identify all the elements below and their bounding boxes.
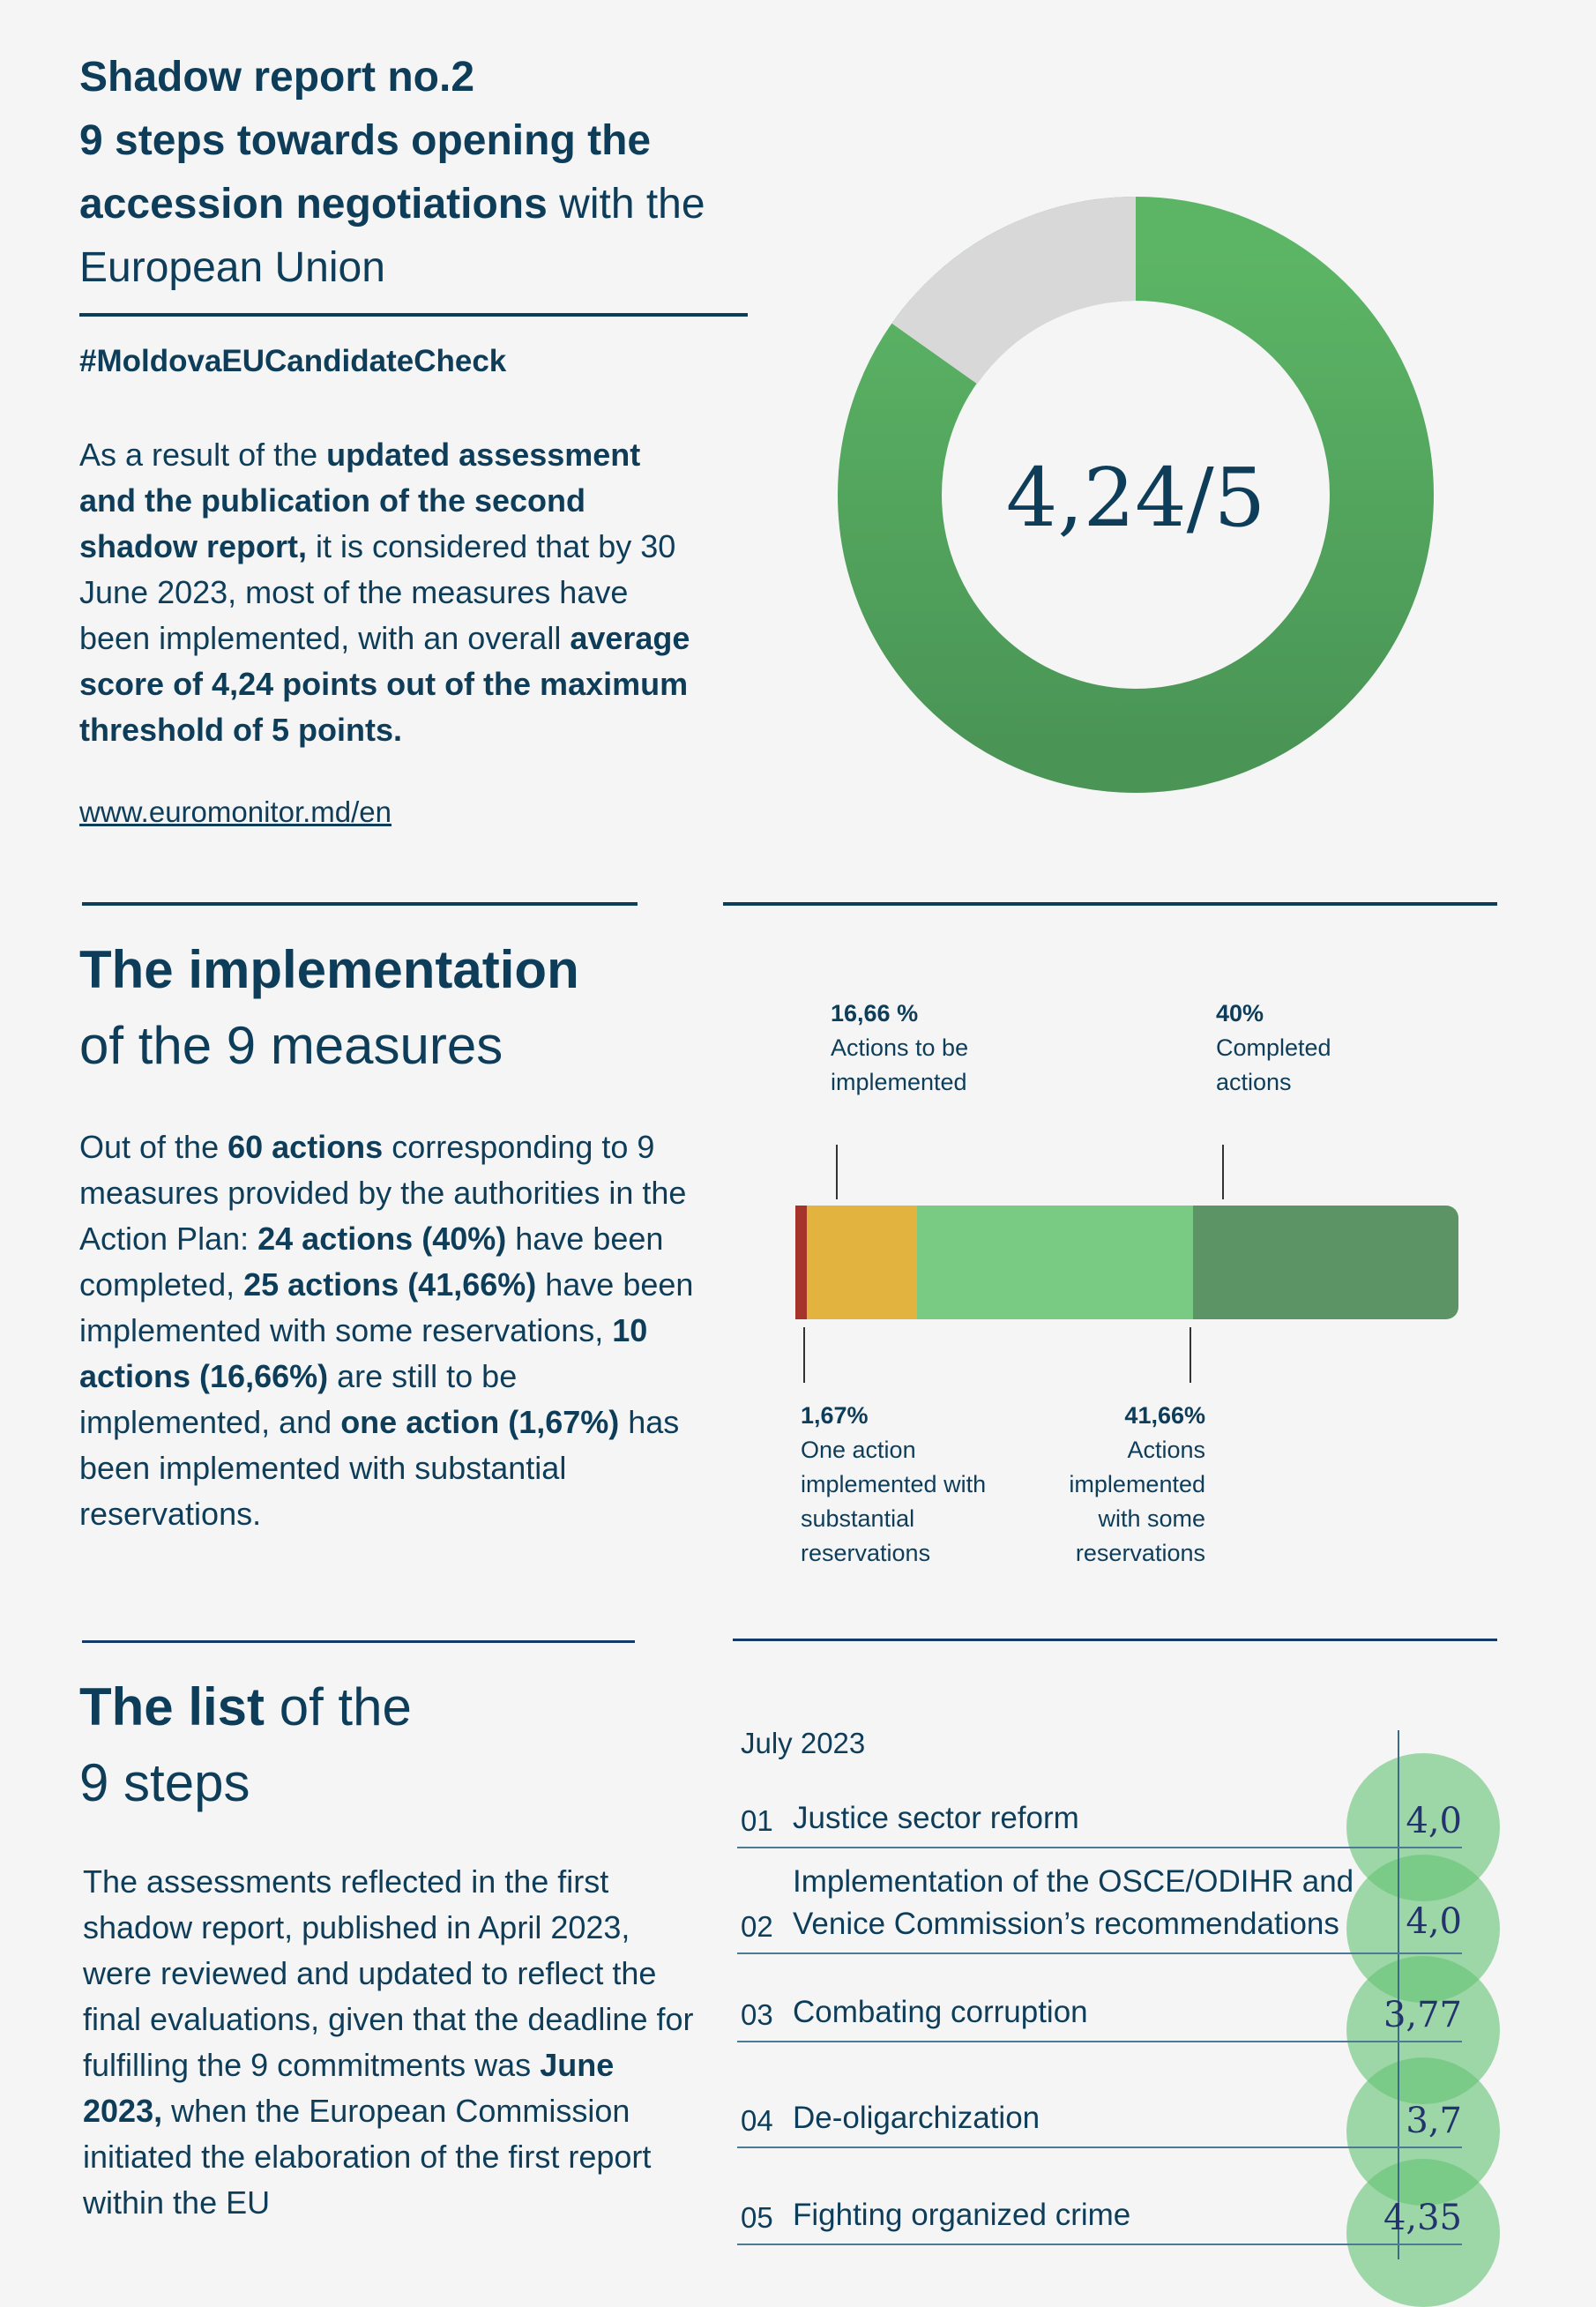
report-title (79, 46, 785, 300)
list-text-1: The assessments reflected in the first shadow report, published in April 2023, were reviewed and updated to reflect the final evaluations, given that the deadline for fulfilling the 9 commitments was (83, 1863, 694, 2083)
list-item (737, 1790, 1462, 1848)
list-item-score: 3,77 (1383, 1995, 1462, 2035)
list-text-2: when the European Commission initiated the elaboration of the first report within the EU (83, 2093, 652, 2221)
list-item-label: Fighting organized crime (793, 2198, 1131, 2232)
list-item-number: 04 (741, 2104, 773, 2137)
bar-segment-to-implement (807, 1206, 917, 1319)
callout-completed (1216, 997, 1366, 1100)
list-item-score: 4,0 (1406, 1901, 1462, 1942)
list-title-rest: of the (265, 1677, 412, 1736)
section3-divider-left (82, 1640, 635, 1643)
impl-text-4: have been implemented with some reservations, (79, 1266, 694, 1348)
list-item (737, 1984, 1462, 2042)
list-item-number: 02 (741, 1910, 773, 1943)
impl-text-5: are still to be implemented, and (79, 1358, 518, 1440)
list-item-label: Combating corruption (793, 1995, 1088, 2029)
title-line-2: 9 steps towards opening the (79, 117, 652, 164)
list-item (737, 2187, 1462, 2245)
list-item-score: 3,7 (1406, 2101, 1462, 2141)
hashtag: #MoldovaEUCandidateCheck (79, 344, 507, 378)
impl-bold-3: 25 actions (41,66%) (243, 1266, 537, 1303)
callout-substantial-text: One action implemented with substantial reservations (801, 1437, 987, 1566)
implementation-stacked-bar (795, 1206, 1458, 1319)
impl-bold-1: 60 actions (227, 1129, 384, 1165)
list-item (737, 1864, 1462, 1954)
section2-divider-right (723, 902, 1497, 906)
list-item-number: 05 (741, 2201, 773, 2234)
title-line-3-rest: with the (547, 181, 705, 228)
impl-text-6: has been implemented with substantial reservations. (79, 1404, 680, 1532)
title-line-4: European Union (79, 244, 385, 291)
callout-completed-pct: 40% (1216, 1000, 1264, 1027)
callout-to-implement (831, 997, 1025, 1100)
score-donut-chart (838, 197, 1434, 793)
impl-text-3: have been completed, (79, 1221, 664, 1303)
bar-segment-completed (1193, 1206, 1458, 1319)
header-divider (79, 313, 748, 317)
list-item-label: De-oligarchization (793, 2101, 1040, 2135)
callout-to-implement-pct: 16,66 % (831, 1000, 919, 1027)
title-line-3-bold: accession negotiations (79, 181, 548, 228)
callout-completed-text: Completed actions (1216, 1034, 1331, 1095)
list-date: July 2023 (741, 1727, 866, 1759)
tick-some-reservations (1190, 1327, 1191, 1383)
implementation-paragraph (79, 1124, 697, 1537)
tick-to-implement (836, 1145, 838, 1199)
implementation-title (79, 932, 714, 1084)
list-title-bold: The list (79, 1677, 265, 1736)
implementation-title-bold: The implementation (79, 940, 579, 999)
tick-substantial (803, 1327, 805, 1383)
tick-completed (1222, 1145, 1224, 1199)
list-paragraph (83, 1859, 700, 2226)
section2-divider-left (82, 902, 638, 906)
intro-text-1: As a result of the (79, 437, 327, 473)
impl-bold-4: 10 actions (16,66%) (79, 1312, 648, 1394)
impl-bold-5: one action (1,67%) (340, 1404, 620, 1440)
intro-bold-1: updated assessment and the publication of the second shadow report, (79, 437, 641, 564)
callout-some-reservations-text: Actions implemented with some reservations (1069, 1437, 1205, 1566)
list-item-score: 4,0 (1406, 1801, 1462, 1841)
list-item-score: 4,35 (1383, 2198, 1462, 2238)
intro-paragraph (79, 432, 697, 753)
impl-bold-2: 24 actions (40%) (257, 1221, 507, 1257)
euromonitor-link[interactable]: www.euromonitor.md/en (79, 795, 392, 828)
bar-segment-substantial-reservations (795, 1206, 807, 1319)
list-item-number: 03 (741, 1998, 773, 2031)
title-line-1: Shadow report no.2 (79, 54, 475, 101)
intro-text-2: it is considered that by 30 June 2023, most of the measures have been implemented, with an overall (79, 528, 676, 656)
list-title (79, 1669, 714, 1821)
title-line-3 (79, 173, 785, 236)
list-item-label: Implementation of the OSCE/ODIHR and Venice Commission’s recommendations (793, 1864, 1354, 1941)
bar-segment-some-reservations (917, 1206, 1193, 1319)
intro-bold-2: average score of 4,24 points out of the maximum threshold of 5 points. (79, 620, 690, 748)
implementation-title-rest: of the 9 measures (79, 1016, 503, 1075)
impl-text-2: corresponding to 9 measures provided by the authorities in the Action Plan: (79, 1129, 687, 1257)
list-item (737, 2090, 1462, 2148)
list-item-number: 01 (741, 1804, 773, 1837)
callout-to-implement-text: Actions to be implemented (831, 1034, 969, 1095)
impl-text-1: Out of the (79, 1129, 228, 1165)
callout-some-reservations-pct: 41,66% (1124, 1402, 1205, 1429)
callout-substantial (801, 1399, 1012, 1571)
list-bold-1: June 2023, (83, 2047, 615, 2129)
section3-divider-right (733, 1639, 1497, 1641)
callout-substantial-pct: 1,67% (801, 1402, 869, 1429)
score-label: 4,24/5 (1005, 450, 1266, 545)
list-item-label: Justice sector reform (793, 1801, 1079, 1835)
list-title-line2: 9 steps (79, 1753, 250, 1812)
callout-some-reservations (1049, 1399, 1205, 1571)
